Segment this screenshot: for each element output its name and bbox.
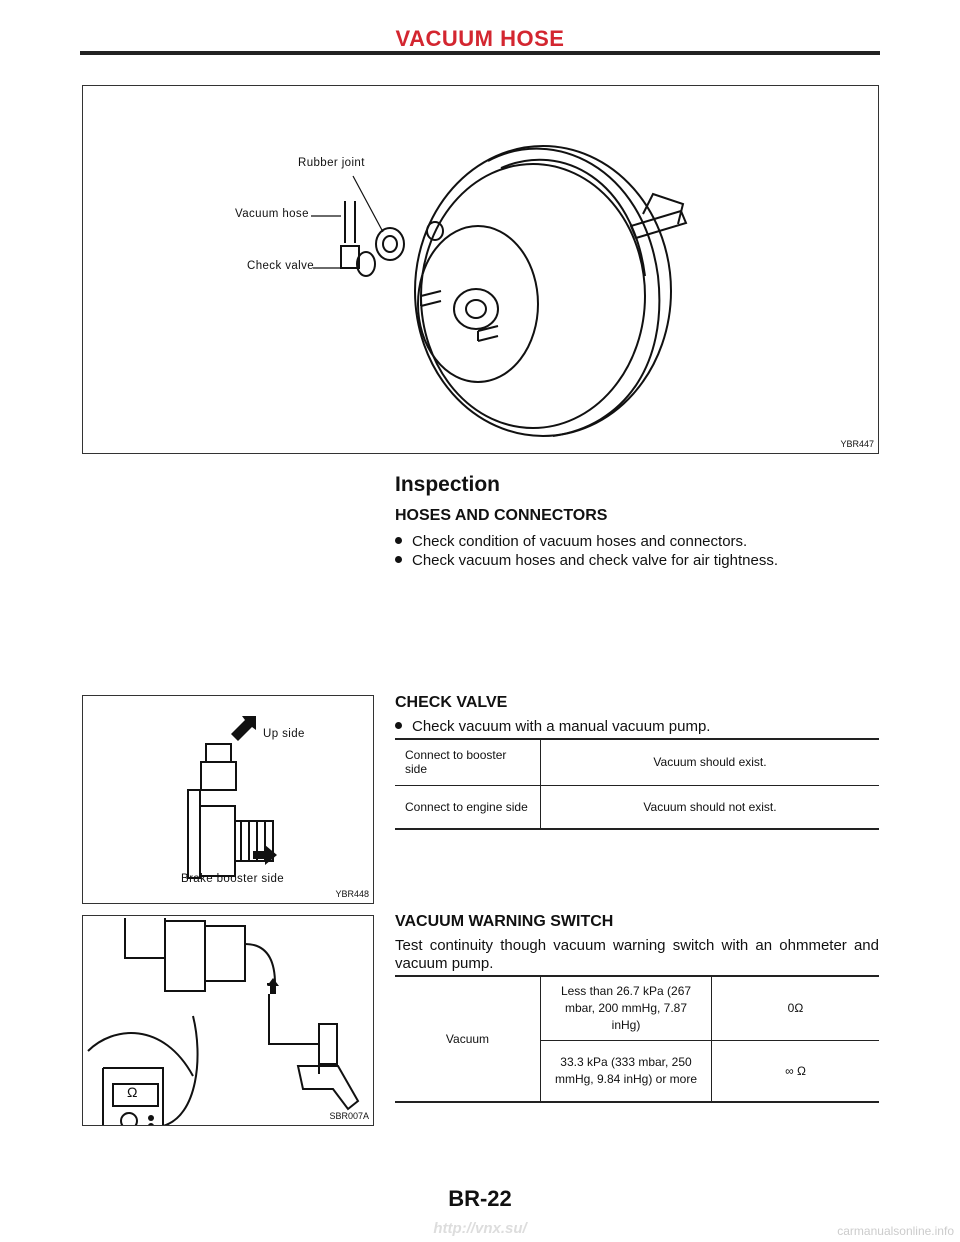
- check-valve-title: CHECK VALVE: [395, 694, 508, 711]
- bullet-item: Check vacuum with a manual vacuum pump.: [395, 717, 710, 736]
- vacuum-label: Vacuum: [395, 976, 541, 1102]
- figure-id: YBR447: [840, 439, 874, 449]
- result-cell: ∞ Ω: [785, 1063, 806, 1078]
- bullet-item: Check condition of vacuum hoses and connectors.: [395, 532, 747, 551]
- callout-vacuum-hose: Vacuum hose: [235, 208, 309, 220]
- page-header-title: VACUUM HOSE: [395, 26, 565, 51]
- condition-cell: Less than 26.7 kPa (267 mbar, 200 mmHg, 7.87 inHg): [541, 976, 712, 1040]
- table-row: [395, 739, 879, 785]
- booster-figure: [82, 85, 879, 454]
- check-valve-illustration: [83, 696, 373, 903]
- up-arrow-icon: [231, 716, 256, 741]
- condition-cell: Connect to booster side: [395, 739, 541, 785]
- booster-illustration: [83, 86, 878, 453]
- check-valve-figure: [82, 695, 374, 904]
- table-row: [395, 976, 879, 1040]
- figure-id: YBR448: [335, 889, 369, 899]
- up-arrow-icon: [267, 978, 279, 994]
- callout-up-side: Up side: [263, 728, 305, 740]
- result-cell: Vacuum should not exist.: [643, 799, 777, 814]
- condition-cell: Connect to engine side: [395, 785, 541, 829]
- watermark: carmanualsonline.info: [837, 1224, 954, 1238]
- result-cell: Vacuum should exist.: [653, 755, 767, 770]
- condition-cell: 33.3 kPa (333 mbar, 250 mmHg, 9.84 inHg) or more: [541, 1040, 712, 1102]
- warning-switch-table: [395, 975, 879, 1103]
- warning-switch-title: VACUUM WARNING SWITCH: [395, 913, 614, 930]
- callout-check-valve: Check valve: [247, 260, 315, 272]
- bullet-icon: [395, 537, 402, 544]
- hoses-connectors-title: HOSES AND CONNECTORS: [395, 507, 608, 524]
- ohmmeter-figure: [82, 915, 374, 1126]
- header-rule: [80, 51, 880, 55]
- bullet-icon: [395, 722, 402, 729]
- ohm-symbol: Ω: [127, 1084, 138, 1100]
- callout-rubber-joint: Rubber joint: [298, 157, 365, 169]
- check-valve-table: [395, 738, 879, 830]
- callout-booster-side: Brake booster side: [181, 873, 285, 885]
- bullet-icon: [395, 556, 402, 563]
- source-url[interactable]: http://vnx.su/: [433, 1220, 527, 1237]
- inspection-title: Inspection: [395, 473, 501, 496]
- warning-switch-text: Test continuity though vacuum warning switch with an ohmmeter and vacuum pump.: [395, 937, 879, 972]
- result-cell: 0Ω: [712, 976, 880, 1040]
- page-number: BR-22: [448, 1186, 512, 1211]
- table-row: [395, 785, 879, 829]
- bullet-item: Check vacuum hoses and check valve for air tightness.: [395, 551, 778, 570]
- figure-id: SBR007A: [329, 1111, 369, 1121]
